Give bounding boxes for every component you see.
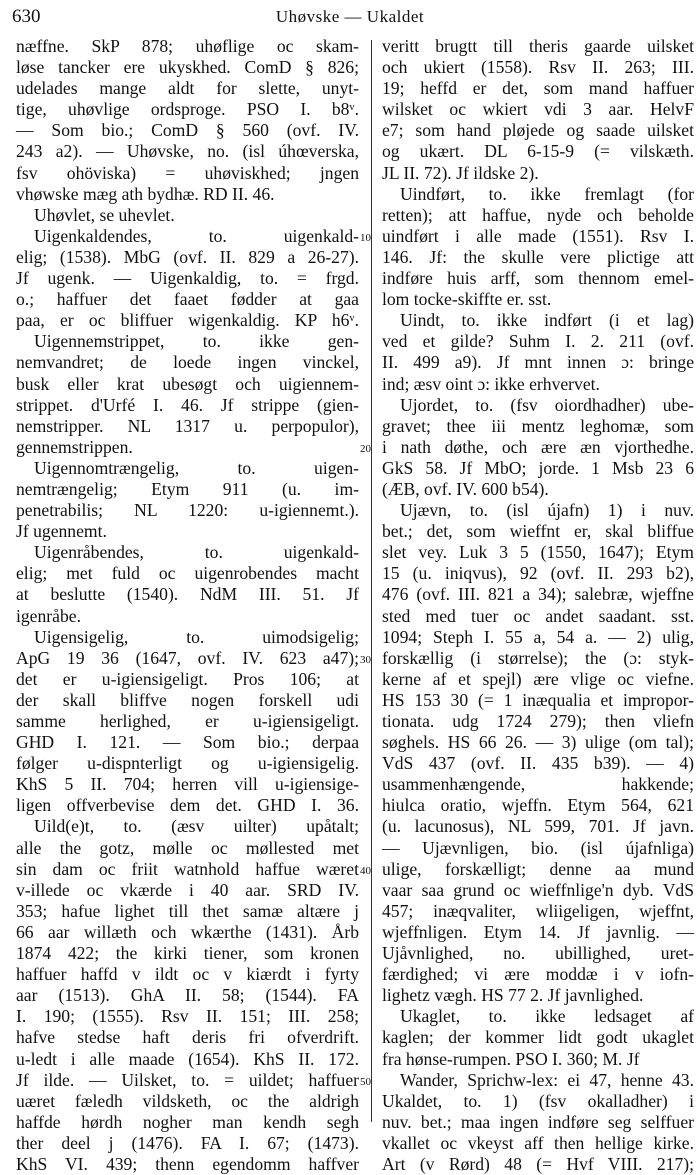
text-line: strippet. d'Urfé I. 46. Jf strippe (gien- bbox=[16, 394, 359, 415]
text-line: 457; inæqvaliter, wliigeligen, wjeffnt, bbox=[382, 900, 694, 921]
text-line: uæret fæledh vildsketh, oc the aldrigh bbox=[16, 1090, 359, 1111]
text-line: och ukiert (1558). Rsv II. 263; III. bbox=[382, 57, 694, 78]
text-line: nemtrængelig; Etym 911 (u. im- bbox=[16, 478, 359, 499]
text-line: busk eller krat ubesøgt och uigiennem- bbox=[16, 373, 359, 394]
text-line: nuv. bet.; maa ingen indføre seg selffuer bbox=[382, 1111, 694, 1132]
text-line: Ujævn, to. (isl újafn) 1) i nuv. bbox=[400, 500, 694, 521]
text-line: aar (1513). GhA II. 58; (1544). FA bbox=[16, 985, 359, 1006]
text-line: ulige, forskælligt; denne aa mund bbox=[382, 858, 694, 879]
text-line: Wander, Sprichw-lex: ei 47, henne 43. bbox=[400, 1069, 694, 1090]
line-number-marker: 40 bbox=[360, 864, 371, 877]
text-line: Jf ugenk. — Uigenkaldig, to. = frgd. bbox=[16, 268, 359, 289]
text-line: Jf ugennemt. bbox=[16, 521, 107, 542]
text-line: sin dam oc friit watnhold haffue wæret bbox=[16, 858, 359, 879]
text-line: Ukaldet, to. 1) (fsv okalladher) i bbox=[382, 1090, 694, 1111]
text-line: nemstripper. NL 1317 u. perpopulor), bbox=[16, 415, 359, 436]
text-line: I. 190; (1555). Rsv II. 151; III. 258; bbox=[16, 1006, 359, 1027]
text-line: usammenhængende, hakkende; bbox=[382, 774, 694, 795]
text-line: penetrabilis; NL 1220: u-igiennemt.). bbox=[16, 500, 359, 521]
text-line: retten); att haffue, nyde och beholde bbox=[382, 204, 694, 225]
text-line: Uild(e)t, to. (æsv uilter) upåtalt; bbox=[34, 816, 359, 837]
text-line: bet.; det, som wieffnt er, skal bliffue bbox=[382, 521, 694, 542]
text-line: ligen offverbevise dem det. GHD I. 36. bbox=[16, 795, 359, 816]
text-line: elig; (1538). MbG (ovf. II. 829 a 26-27). bbox=[16, 246, 359, 267]
column-divider bbox=[371, 40, 372, 1122]
text-line: hiulca oratio, wjeffn. Etym 564, 621 bbox=[382, 795, 694, 816]
text-line: o.; haffuer det faaet fødder at gaa bbox=[16, 289, 359, 310]
text-line: (u. lacunosus), NL 599, 701. Jf javn. bbox=[382, 816, 694, 837]
text-line: — Som bio.; ComD § 560 (ovf. IV. bbox=[16, 120, 359, 141]
text-line: ther deel j (1476). FA I. 67; (1473). bbox=[16, 1132, 359, 1153]
text-line: Uhøvlet, se uhevlet. bbox=[34, 204, 175, 225]
text-line: Uigennomtrængelig, to. uigen- bbox=[34, 457, 359, 478]
text-line: Uindt, to. ikke indført (i et lag) bbox=[400, 310, 694, 331]
text-line: ApG 19 36 (1647, ovf. IV. 623 a47); bbox=[16, 647, 359, 668]
text-line: lighetz vægh. HS 77 2. Jf javnlighed. bbox=[382, 985, 644, 1006]
text-line: forskællig (i størrelse); the (ɔ: styk- bbox=[382, 647, 694, 668]
text-line: fra hønse-rumpen. PSO I. 360; M. Jf bbox=[382, 1048, 640, 1069]
text-line: paa, er oc bliffuer wigenkaldig. KP h6ᵛ. bbox=[16, 310, 359, 331]
text-line: løse tancker ere ukyskhed. ComD § 826; bbox=[16, 57, 359, 78]
text-line: wjeffnligen. Etym 14. Jf javnlig. — bbox=[382, 921, 694, 942]
text-line: i nath døthe, och ære æn vjorthedhe. bbox=[382, 436, 694, 457]
text-line: fsv ohöviska) = uhøviskhed; jngen bbox=[16, 162, 359, 183]
running-head: Uhøvske — Ukaldet bbox=[275, 7, 425, 26]
text-line: kerne af et spejl) ære vlige oc viefne. bbox=[382, 668, 694, 689]
text-line: ind; æsv oint ɔ: ikke erhvervet. bbox=[382, 373, 600, 394]
text-line: og ukært. DL 6-15-9 (= vilskæth. bbox=[382, 141, 694, 162]
text-line: 1094; Steph I. 55 a, 54 a. — 2) ulig, bbox=[382, 626, 694, 647]
text-line: KhS VI. 439; thenn egendomm haffver bbox=[16, 1153, 359, 1174]
text-line: Uigennemstrippet, to. ikke gen- bbox=[34, 331, 359, 352]
text-line: udelades mange aldt for slette, unyt- bbox=[16, 78, 359, 99]
text-line: Uigenkaldendes, to. uigenkald- bbox=[34, 225, 359, 246]
text-line: slet vey. Luk 3 5 (1550, 1647); Etym bbox=[382, 542, 694, 563]
line-number-marker: 20 bbox=[360, 442, 371, 455]
text-line: Uigensigelig, to. uimodsigelig; bbox=[34, 626, 359, 647]
text-line: KhS 5 II. 704; herren vill u-igiensige- bbox=[16, 774, 359, 795]
line-number-marker: 30 bbox=[360, 653, 371, 666]
text-line: haffuer haffd v ildt oc v kiærdt i fyrty bbox=[16, 964, 359, 985]
left-column bbox=[16, 36, 359, 1174]
text-line: 476 (ovf. III. 821 a 34); salebræ, wjeffne bbox=[382, 584, 694, 605]
text-line: u-ledt i alle maade (1654). KhS II. 172. bbox=[16, 1048, 359, 1069]
text-line: VdS 437 (ovf. II. 435 b39). — 4) bbox=[382, 753, 694, 774]
text-line: igenråbe. bbox=[16, 605, 81, 626]
text-line: søghels. HS 66 26. — 3) ulige (om tal); bbox=[382, 732, 694, 753]
text-line: hafve stedse haft deris fri ofverdrift. bbox=[16, 1027, 359, 1048]
text-line: GkS 58. Jf MbO; jorde. 1 Msb 23 6 bbox=[382, 457, 694, 478]
text-line: tionata. udg 1724 279); then vliefn bbox=[382, 711, 694, 731]
text-line: 15 (u. iniqvus), 92 (ovf. II. 293 b2), bbox=[382, 563, 694, 584]
text-line: 66 aar willæth och wkærthe (1431). Årb bbox=[16, 921, 359, 942]
text-line: Uindført, to. ikke fremlagt (for bbox=[400, 183, 694, 204]
text-line: GHD I. 121. — Som bio.; derpaa bbox=[16, 732, 359, 753]
text-line: sted med tuer oc andet saadant. sst. bbox=[382, 605, 694, 626]
text-line: Jf ilde. — Uilsket, to. = uildet; haffuer bbox=[16, 1069, 359, 1090]
text-line: næffne. SkP 878; uhøflige oc skam- bbox=[16, 36, 359, 56]
page-number: 630 bbox=[12, 6, 41, 27]
text-line: gennemstrippen. bbox=[16, 436, 133, 457]
text-line: wilsket oc wkiert vdi 3 aar. HelvF bbox=[382, 99, 694, 120]
text-line: følger u-dispnterligt og u-igiensigelig. bbox=[16, 753, 359, 774]
text-line: 146. Jf: the skulle vere plictige att bbox=[382, 246, 694, 267]
text-line: elig; met fuld oc uigenrobendes macht bbox=[16, 563, 359, 584]
text-line: der skall bliffve nogen forskell udi bbox=[16, 689, 359, 710]
line-number-marker: 10 bbox=[360, 231, 371, 244]
text-line: nemvandret; de loede ingen vinckel, bbox=[16, 352, 359, 373]
text-line: Ujordet, to. (fsv oiordhadher) ube- bbox=[400, 394, 694, 415]
line-number-markers bbox=[353, 36, 371, 1126]
page-header bbox=[0, 0, 700, 30]
text-line: samme herlighed, er u-igiensigeligt. bbox=[16, 711, 359, 731]
text-line: 353; hafue lighet till thet samæ altære j bbox=[16, 900, 359, 921]
text-line: at beslutte (1540). NdM III. 51. Jf bbox=[16, 584, 359, 605]
text-line: lom tocke-skiffte er. sst. bbox=[382, 289, 552, 310]
text-line: 243 a2). — Uhøvske, no. (isl úhœverska, bbox=[16, 141, 359, 162]
right-column bbox=[382, 36, 694, 1174]
text-line: kaglen; der kommer lidt godt ukaglet bbox=[382, 1027, 694, 1048]
text-line: vaar saa grund oc wieffnlige'n dyb. VdS bbox=[382, 879, 694, 900]
text-line: — Ujævnligen, bio. (isl újafnliga) bbox=[382, 837, 694, 858]
text-line: gravet; thee iii mentz leghomæ, som bbox=[382, 415, 694, 436]
line-number-marker: 50 bbox=[360, 1075, 371, 1088]
text-line: vkallet oc vkeyst aff then hellige kirke. bbox=[382, 1132, 694, 1153]
text-line: indføre huis arff, som thennom emel- bbox=[382, 268, 694, 289]
text-line: veritt brugtt till theris gaarde uilsket bbox=[382, 36, 694, 56]
text-line: Ukaglet, to. ikke ledsaget af bbox=[400, 1006, 694, 1027]
text-line: 19; heffd er det, som mand haffuer bbox=[382, 78, 694, 99]
text-line: haffde hørdh nogher man kendh segh bbox=[16, 1111, 359, 1132]
text-line: 1874 422; the kirki tiener, som kronen bbox=[16, 943, 359, 964]
text-line: HS 153 30 (= 1 inæqualia et impropor- bbox=[382, 689, 694, 710]
text-line: det er u-igiensigeligt. Pros 106; at bbox=[16, 668, 359, 689]
text-line: v-illede oc vkærde i 40 aar. SRD IV. bbox=[16, 879, 359, 900]
text-line: (ÆB, ovf. IV. 600 b54). bbox=[382, 478, 549, 499]
text-line: tige, uhøvlige ordsproge. PSO I. b8ᵛ. bbox=[16, 99, 359, 120]
text-line: vhøwske mæg ath bydhæ. RD II. 46. bbox=[16, 183, 275, 204]
text-line: e7; som hand pløjede og saade uilsket bbox=[382, 120, 694, 141]
text-line: Ujåvnlighed, no. ubillighed, uret- bbox=[382, 943, 694, 964]
text-line: JL II. 72). Jf ildske 2). bbox=[382, 162, 539, 183]
text-line: færdighed; vi ære moddæ i v iofn- bbox=[382, 964, 694, 985]
text-line: ved et gilde? Suhm I. 2. 211 (ovf. bbox=[382, 331, 694, 352]
text-line: II. 499 a9). Jf mnt innen ɔ: bringe bbox=[382, 352, 694, 373]
text-line: alle the gotz, mølle oc møllested met bbox=[16, 837, 359, 858]
text-line: uindført i alle made (1551). Rsv I. bbox=[382, 225, 694, 246]
text-line: Uigenråbendes, to. uigenkald- bbox=[34, 542, 359, 563]
text-line: Art (v Rørd) 48 (= Hvf VIII. 217); bbox=[382, 1153, 694, 1174]
